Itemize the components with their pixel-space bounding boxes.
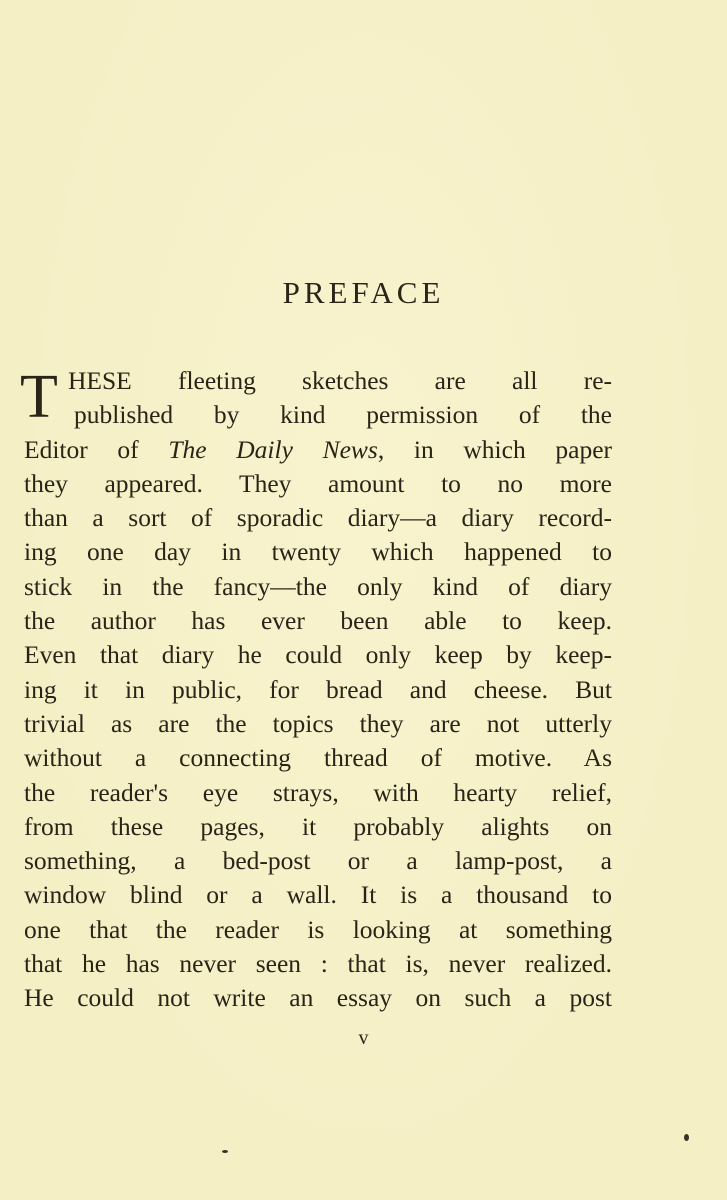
- newspaper-title: The Daily News: [168, 434, 378, 464]
- text-line-11: trivial as are the topics they are not utterly: [24, 708, 612, 738]
- text-line-2: published by kind permission of the: [74, 400, 612, 430]
- text-line-7: stick in the fancy—the only kind of diary: [24, 571, 612, 601]
- text-line-19: He could not write an essay on such a post: [24, 983, 612, 1013]
- text-line-6: ing one day in twenty which happened to: [24, 537, 612, 567]
- text-line-5: than a sort of sporadic diary—a diary record-: [24, 503, 612, 533]
- text-line-12: without a connecting thread of motive. As: [24, 743, 612, 773]
- text-line-13: the reader's eye strays, with hearty relief,: [24, 777, 612, 807]
- text-line-17: one that the reader is looking at something: [24, 914, 612, 944]
- text-line-16: window blind or a wall. It is a thousand to: [24, 880, 612, 910]
- page-title: PREFACE: [282, 275, 445, 310]
- ink-speck: [684, 1134, 689, 1141]
- line-3-start: Editor of: [24, 434, 169, 464]
- line-1-rest: fleeting sketches are all re-: [131, 366, 612, 395]
- text-line-9: Even that diary he could only keep by keep-: [24, 640, 612, 670]
- text-line-3: [24, 433, 612, 467]
- text-line-18: that he has never seen : that is, never realized.: [24, 949, 612, 979]
- preface-body: [20, 363, 613, 1016]
- text-line-8: the author has ever been able to keep.: [24, 606, 612, 636]
- text-line-4: they appeared. They amount to no more: [24, 468, 612, 498]
- text-line-15: something, a bed-post or a lamp-post, a: [24, 846, 612, 876]
- ink-speck: [222, 1150, 228, 1153]
- first-word: HESE: [68, 366, 132, 395]
- page-number: v: [358, 1027, 369, 1049]
- line-3-end: , in which paper: [377, 434, 613, 464]
- text-line-14: from these pages, it probably alights on: [24, 811, 612, 841]
- drop-cap: T: [20, 363, 58, 431]
- text-line-10: ing it in public, for bread and cheese. But: [24, 674, 612, 704]
